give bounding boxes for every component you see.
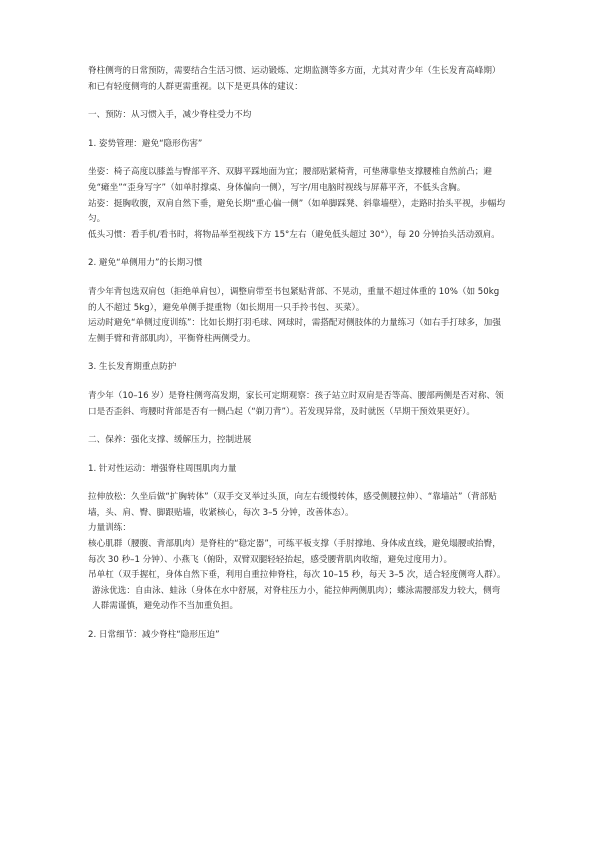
section-2-heading-2: 2. 日常细节：减少脊柱“隐形压迫”: [88, 630, 220, 641]
intro-paragraph: 脊柱侧弯的日常预防，需要结合生活习惯、运动锻炼、定期监测等多方面，尤其对青少年（生长发育高峰期）和已有轻度侧弯的人群更需重视。以下是更具体的建议：: [88, 66, 501, 92]
section-1-heading-2: 2. 避免“单侧用力”的长期习惯: [88, 258, 203, 269]
sitting-posture-text: 坐姿：椅子高度以膝盖与臀部平齐、双脚平踩地面为宜；腰部贴紧椅背，可垫薄靠垫支撑腰椎自然前凸；避免“瘫坐”“歪身写字”（如单肘撑桌、身体偏向一侧），写字/用电脑时视线与屏幕平齐，不低头含胸。: [88, 167, 492, 193]
standing-posture-text: 站姿：挺胸收腹，双肩自然下垂，避免长期“重心偏一侧”（如单脚踩凳、斜靠墙壁），走路时抬头平视，步幅均匀。: [88, 198, 506, 225]
section-1-heading-1: 1. 姿势管理：避免“隐形伤害”: [88, 138, 203, 149]
core-muscle-text: 核心肌群（腰腹、背部肌肉）是脊柱的“稳定器”，可练平板支撑（手肘撑地、身体成直线，避免塌腰或抬臀，每次 30 秒–1 分钟）、小燕飞（俯卧，双臂双腿轻轻抬起，感受腰背肌肉收缩，避免过度用力）。: [88, 539, 501, 565]
section-1-block-1: [88, 165, 507, 243]
section-1-block-3: [88, 389, 507, 420]
backpack-text: 青少年背包选双肩包（拒绝单肩包），调整肩带至书包紧贴背部、不晃动，重量不超过体重的 10%（如 50kg 的人不超过 5kg），避免单侧手提重物（如长期用一只手拎书包、买菜）。: [88, 286, 500, 313]
section-1-heading-3: 3. 生长发育期重点防护: [88, 362, 177, 373]
strength-training-label: 力量训练：: [88, 523, 131, 534]
sports-balance-text: 运动时避免“单侧过度训练”：比如长期打羽毛球、网球时，需搭配对侧肢体的力量练习（如右手打球多，加强左侧手臂和背部肌肉），平衡脊柱两侧受力。: [88, 318, 501, 344]
swimming-text: 游泳优选：自由泳、蛙泳（身体在水中舒展，对脊柱压力小，能拉伸两侧肌肉）；蝶泳需腰部发力较大，侧弯人群需谨慎，避免动作不当加重负担。: [92, 585, 501, 612]
section-2-title: 二、保养：强化支撑、缓解压力，控制进展: [88, 435, 252, 446]
stretching-text: 拉伸放松：久坐后做“扩胸转体”（双手交叉举过头顶，向左右缓慢转体，感受侧腰拉伸）、“靠墙站”（背部贴墙，头、肩、臀、脚跟贴墙，收紧核心，每次 3–5 分钟，改善体态）。: [88, 492, 497, 518]
head-down-habit-text: 低头习惯：看手机/看书时，将物品举至视线下方 15°左右（避免低头超过 30°），每 20 分钟抬头活动颈肩。: [88, 229, 500, 240]
section-2-heading-1: 1. 针对性运动：增强脊柱周围肌肉力量: [88, 463, 237, 474]
section-1-block-2: [88, 285, 507, 347]
section-2-block-1: [88, 490, 507, 615]
adolescent-check-text: 青少年（10–16 岁）是脊柱侧弯高发期，家长可定期观察：孩子站立时双肩是否等高、腰部两侧是否对称、领口是否歪斜、弯腰时背部是否有一侧凸起（“剃刀背”）。若发现异常，及时就医（早期干预效果更好）。: [88, 390, 504, 417]
pull-up-bar-text: 吊单杠（双手握杠，身体自然下垂，利用自重拉伸脊柱，每次 10–15 秒，每天 3–5 次，适合轻度侧弯人群）。: [88, 570, 506, 581]
section-1-title: 一、预防：从习惯入手，减少脊柱受力不均: [88, 110, 252, 121]
